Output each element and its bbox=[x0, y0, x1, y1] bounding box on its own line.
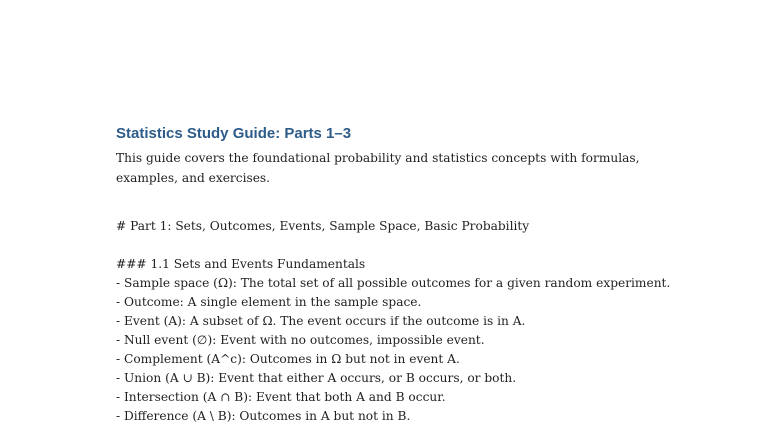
intro-line-2: examples, and exercises. bbox=[116, 170, 271, 185]
section-1-1-heading: ### 1.1 Sets and Events Fundamentals bbox=[116, 256, 366, 271]
list-item: - Event (A): A subset of Ω. The event occurs if the outcome is in A. bbox=[116, 313, 526, 328]
document-title: Statistics Study Guide: Parts 1–3 bbox=[116, 125, 352, 142]
list-item: - Complement (A^c): Outcomes in Ω but not in event A. bbox=[116, 351, 460, 366]
list-item: - Sample space (Ω): The total set of all possible outcomes for a given random experiment. bbox=[116, 275, 671, 290]
blank-line bbox=[116, 236, 736, 255]
document-body bbox=[116, 124, 736, 426]
list-item: - Difference (A \ B): Outcomes in A but not in B. bbox=[116, 408, 411, 423]
list-item: - Intersection (A ∩ B): Event that both A and B occur. bbox=[116, 389, 446, 404]
intro-line-1: This guide covers the foundational probability and statistics concepts with formulas, bbox=[116, 151, 640, 165]
list-item: - Null event (∅): Event with no outcomes, impossible event. bbox=[116, 332, 485, 347]
list-item: - Outcome: A single element in the sample space. bbox=[116, 294, 422, 309]
list-item: - Union (A ∪ B): Event that either A occurs, or B occurs, or both. bbox=[116, 370, 517, 385]
blank-line bbox=[116, 188, 736, 208]
part-1-heading: # Part 1: Sets, Outcomes, Events, Sample Space, Basic Probability bbox=[116, 218, 530, 233]
